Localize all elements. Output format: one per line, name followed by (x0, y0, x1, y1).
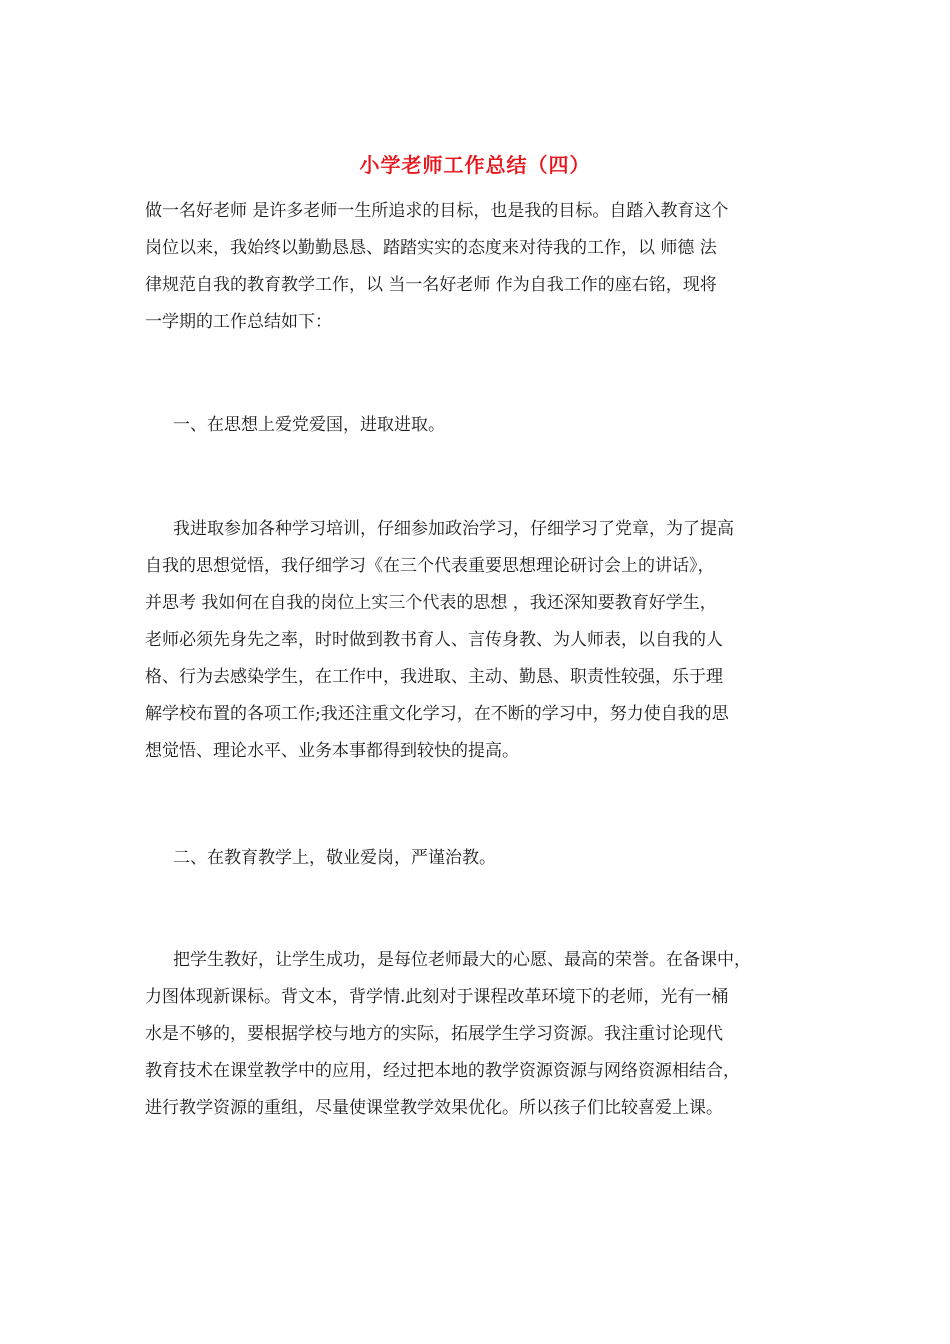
intro-line: 律规范自我的教育教学工作，以 当一名好老师 作为自我工作的座右铭，现将 (145, 275, 717, 295)
section1-line: 自我的思想觉悟，我仔细学习《在三个代表重要思想理论研讨会上的讲话》， (145, 556, 715, 576)
section2-line: 力图体现新课标。背文本，背学情.此刻对于课程改革环境下的老师，光有一桶 (145, 987, 729, 1007)
section1-line: 老师必须先身先之率，时时做到教书育人、言传身教、为人师表，以自我的人 (145, 630, 723, 650)
document-title: 小学老师工作总结（四） (359, 153, 591, 177)
section2-line: 进行教学资源的重组，尽量使课堂教学效果优化。所以孩子们比较喜爱上课。 (145, 1098, 723, 1118)
section1-line: 格、行为去感染学生，在工作中，我进取、主动、勤恳、职责性较强，乐于理 (145, 667, 723, 687)
section1-heading: 一、在思想上爱党爱国，进取进取。 (173, 415, 445, 435)
intro-line: 一学期的工作总结如下： (145, 312, 332, 332)
section2-line: 水是不够的，要根据学校与地方的实际，拓展学生学习资源。我注重讨论现代 (145, 1024, 723, 1044)
intro-paragraph (145, 193, 825, 341)
section2-line: 把学生教好，让学生成功，是每位老师最大的心愿、最高的荣誉。在备课中， (173, 950, 751, 970)
section1-line: 解学校布置的各项工作;我还注重文化学习，在不断的学习中，努力使自我的思 (145, 704, 729, 724)
section1-line: 想觉悟、理论水平、业务本事都得到较快的提高。 (145, 741, 519, 761)
section1-paragraph (145, 511, 825, 770)
section1-line: 并思考 我如何在自我的岗位上实三个代表的思想 ，我还深知要教育好学生， (145, 593, 717, 613)
intro-line: 岗位以来，我始终以勤勤恳恳、踏踏实实的态度来对待我的工作，以 师德 法 (145, 238, 717, 258)
section1-line: 我进取参加各种学习培训，仔细参加政治学习，仔细学习了党章，为了提高 (173, 519, 734, 539)
section2-line: 教育技术在课堂教学中的应用，经过把本地的教学资源资源与网络资源相结合， (145, 1061, 740, 1081)
section2-heading: 二、在教育教学上，敬业爱岗，严谨治教。 (173, 848, 496, 868)
intro-line: 做一名好老师 是许多老师一生所追求的目标，也是我的目标。自踏入教育这个 (145, 201, 729, 221)
section2-paragraph (145, 942, 825, 1127)
